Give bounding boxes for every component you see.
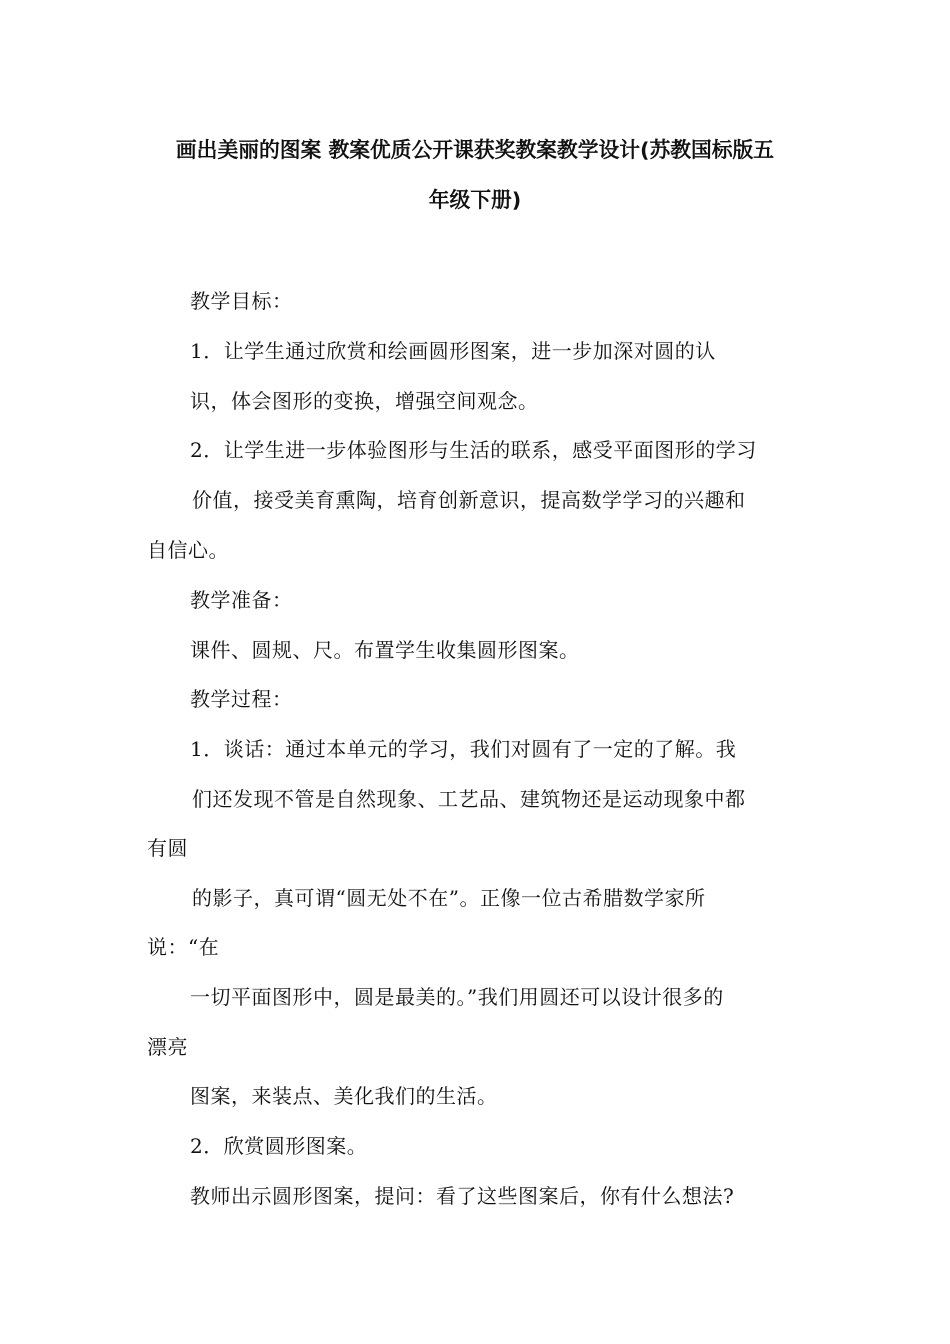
paragraph-line: 教师出示圆形图案，提问：看了这些图案后，你有什么想法?	[190, 1184, 735, 1208]
paragraph-line: 课件、圆规、尺。布置学生收集圆形图案。	[190, 638, 580, 662]
section-heading-preparation: 教学准备：	[190, 588, 293, 612]
title-line-1: 画出美丽的图案 教案优质公开课获奖教案教学设计(苏教国标版五	[175, 138, 775, 162]
paragraph-line: 们还发现不管是自然现象、工艺品、建筑物还是运动现象中都	[192, 787, 746, 811]
paragraph-line: 漂亮	[147, 1035, 188, 1059]
paragraph-line: 图案，来装点、美化我们的生活。	[190, 1084, 498, 1108]
section-heading-process: 教学过程：	[190, 687, 293, 711]
paragraph-line: 有圆	[147, 836, 188, 860]
paragraph-line: 一切平面图形中，圆是最美的。”我们用圆还可以设计很多的	[190, 985, 724, 1009]
section-heading-objectives: 教学目标：	[190, 289, 293, 313]
paragraph-line: 2．欣赏圆形图案。	[190, 1134, 368, 1158]
paragraph-line: 1．让学生通过欣赏和绘画圆形图案，进一步加深对圆的认	[190, 339, 716, 363]
paragraph-line: 2．让学生进一步体验图形与生活的联系，感受平面图形的学习	[190, 438, 757, 462]
paragraph-line: 识，体会图形的变换，增强空间观念。	[190, 389, 539, 413]
paragraph-line: 价值，接受美育熏陶，培育创新意识，提高数学学习的兴趣和	[192, 488, 746, 512]
paragraph-line: 1．谈话：通过本单元的学习，我们对圆有了一定的了解。我	[190, 737, 737, 761]
title-line-2: 年级下册)	[428, 188, 522, 212]
paragraph-line: 说：“在	[147, 935, 220, 959]
paragraph-line: 自信心。	[147, 538, 229, 562]
paragraph-line: 的影子，真可谓“圆无处不在”。正像一位古希腊数学家所	[192, 886, 706, 910]
